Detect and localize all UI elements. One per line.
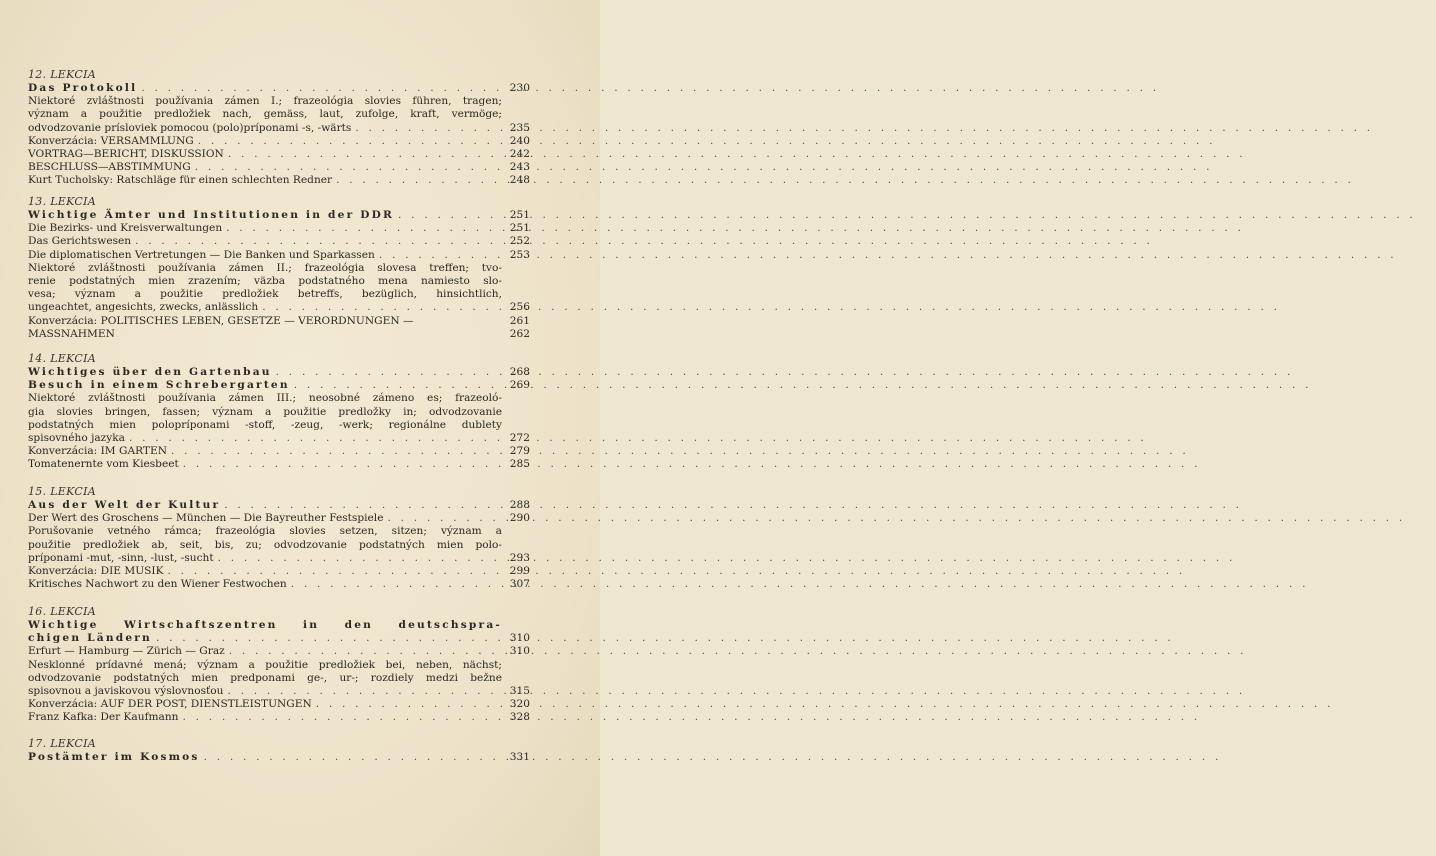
toc-entry: gia slovies bringen, fassen; význam a použitie predložky in; odvodzovanie xyxy=(28,405,502,418)
toc-entry: renie podstatných mien zrazením; väzba podstatného mena namiesto slo- xyxy=(28,274,502,287)
lesson-15 xyxy=(28,485,530,591)
toc-entry[interactable]: Konverzácia: VERSAMMLUNG . . . 240 xyxy=(28,135,530,148)
toc-entry[interactable]: Konverzácia: POLITISCHES LEBEN, GESETZE — VERORDNUNGEN — 261 xyxy=(28,314,530,327)
toc-entry[interactable]: Postämter im Kosmos . . . 331 xyxy=(28,751,530,764)
toc-entry[interactable]: Die Bezirks- und Kreisverwaltungen . . . 251 xyxy=(28,222,530,235)
toc-entry[interactable]: Die diplomatischen Vertretungen — Die Banken und Sparkassen . . . 253 xyxy=(28,249,530,262)
toc-entry: odvodzovanie podstatných mien predponami ge-, ur-; rozdiely medzi bežne xyxy=(28,671,502,684)
toc-entry[interactable]: spisovného jazyka . . . 272 xyxy=(28,432,530,445)
toc-entry[interactable]: BESCHLUSS—ABSTIMMUNG . . . 243 xyxy=(28,161,530,174)
toc-entry[interactable]: odvodzovanie prísloviek pomocou (polo)príponami -s, -wärts . . . 235 xyxy=(28,122,530,135)
lesson-heading: 12. LEKCIA xyxy=(28,68,96,81)
toc-entry[interactable]: Aus der Welt der Kultur . . . 288 xyxy=(28,499,530,512)
lesson-heading: 16. LEKCIA xyxy=(28,605,96,618)
toc-entry[interactable]: Kritisches Nachwort zu den Wiener Festwochen . . . 307 xyxy=(28,578,530,591)
lesson-14 xyxy=(28,352,530,472)
toc-entry: Niektoré zvláštnosti používania zámen I.; frazeológia slovies führen, tragen; xyxy=(28,95,502,108)
toc-entry: Nesklonné prídavné mená; význam a použitie predložiek bei, neben, nächst; xyxy=(28,658,502,671)
toc-entry[interactable]: Kurt Tucholsky: Ratschläge für einen schlechten Redner . . . 248 xyxy=(28,174,530,187)
lesson-13 xyxy=(28,195,530,341)
lesson-heading: 13. LEKCIA xyxy=(28,195,96,208)
lesson-heading: 14. LEKCIA xyxy=(28,352,96,365)
toc-entry[interactable]: Das Protokoll . . . 230 xyxy=(28,82,530,95)
toc-entry[interactable]: Konverzácia: IM GARTEN . . . 279 xyxy=(28,445,530,458)
lesson-12 xyxy=(28,68,530,188)
toc-entry[interactable]: Tomatenernte vom Kiesbeet . . . 285 xyxy=(28,458,530,471)
toc-entry[interactable]: MASSNAHMEN 262 xyxy=(28,327,530,340)
toc-entry[interactable]: Franz Kafka: Der Kaufmann . . . 328 xyxy=(28,711,530,724)
toc-entry[interactable]: Wichtiges über den Gartenbau . . . 268 xyxy=(28,366,530,379)
toc-entry: Wichtige Wirtschaftszentren in den deutschspra- xyxy=(28,619,502,631)
toc-entry[interactable]: Erfurt — Hamburg — Zürich — Graz . . . 310 xyxy=(28,645,530,658)
toc-entry: použitie predložiek ab, seit, bis, zu; odvodzovanie podstatných mien polo- xyxy=(28,538,502,551)
lesson-16 xyxy=(28,605,530,725)
lesson-heading: 17. LEKCIA xyxy=(28,737,96,750)
toc-entry[interactable]: Konverzácia: AUF DER POST, DIENSTLEISTUNGEN . . . 320 xyxy=(28,698,530,711)
toc-entry[interactable]: Das Gerichtswesen . . . 252 xyxy=(28,235,530,248)
toc-entry: Niektoré zvláštnosti používania zámen II.; frazeológia slovesa treffen; tvo- xyxy=(28,261,502,274)
toc-entry[interactable]: príponami -mut, -sinn, -lust, -sucht . . . 293 xyxy=(28,552,530,565)
page xyxy=(0,0,600,856)
toc-entry[interactable]: ungeachtet, angesichts, zwecks, anlässlich . . . 256 xyxy=(28,301,530,314)
toc-entry[interactable]: VORTRAG—BERICHT, DISKUSSION . . . 242 xyxy=(28,148,530,161)
toc-entry[interactable]: spisovnou a javiskovou výslovnosťou . . . 315 xyxy=(28,685,530,698)
toc-entry: vesa; význam a použitie predložiek betreffs, bezüglich, hinsichtlich, xyxy=(28,288,502,301)
toc-entry[interactable]: Besuch in einem Schrebergarten . . . 269 xyxy=(28,379,530,392)
toc-entry: význam a použitie predložiek nach, gemäss, laut, zufolge, kraft, vermöge; xyxy=(28,108,502,121)
toc-entry[interactable]: chigen Ländern . . . 310 xyxy=(28,632,530,645)
toc-entry: Porušovanie vetného rámca; frazeológia slovies setzen, sitzen; význam a xyxy=(28,525,502,538)
lesson-heading: 15. LEKCIA xyxy=(28,485,96,498)
toc-entry: podstatných mien polopríponami -stoff, -zeug, -werk; regionálne dublety xyxy=(28,418,502,431)
toc-entry[interactable]: Konverzácia: DIE MUSIK . . . 299 xyxy=(28,565,530,578)
toc-entry: Niektoré zvláštnosti používania zámen III.; neosobné zámeno es; frazeoló- xyxy=(28,392,502,405)
lesson-17 xyxy=(28,737,530,764)
toc-entry[interactable]: Der Wert des Groschens — München — Die Bayreuther Festspiele . . . 290 xyxy=(28,512,530,525)
toc-entry[interactable]: Wichtige Ämter und Institutionen in der DDR . . . 251 xyxy=(28,209,530,222)
